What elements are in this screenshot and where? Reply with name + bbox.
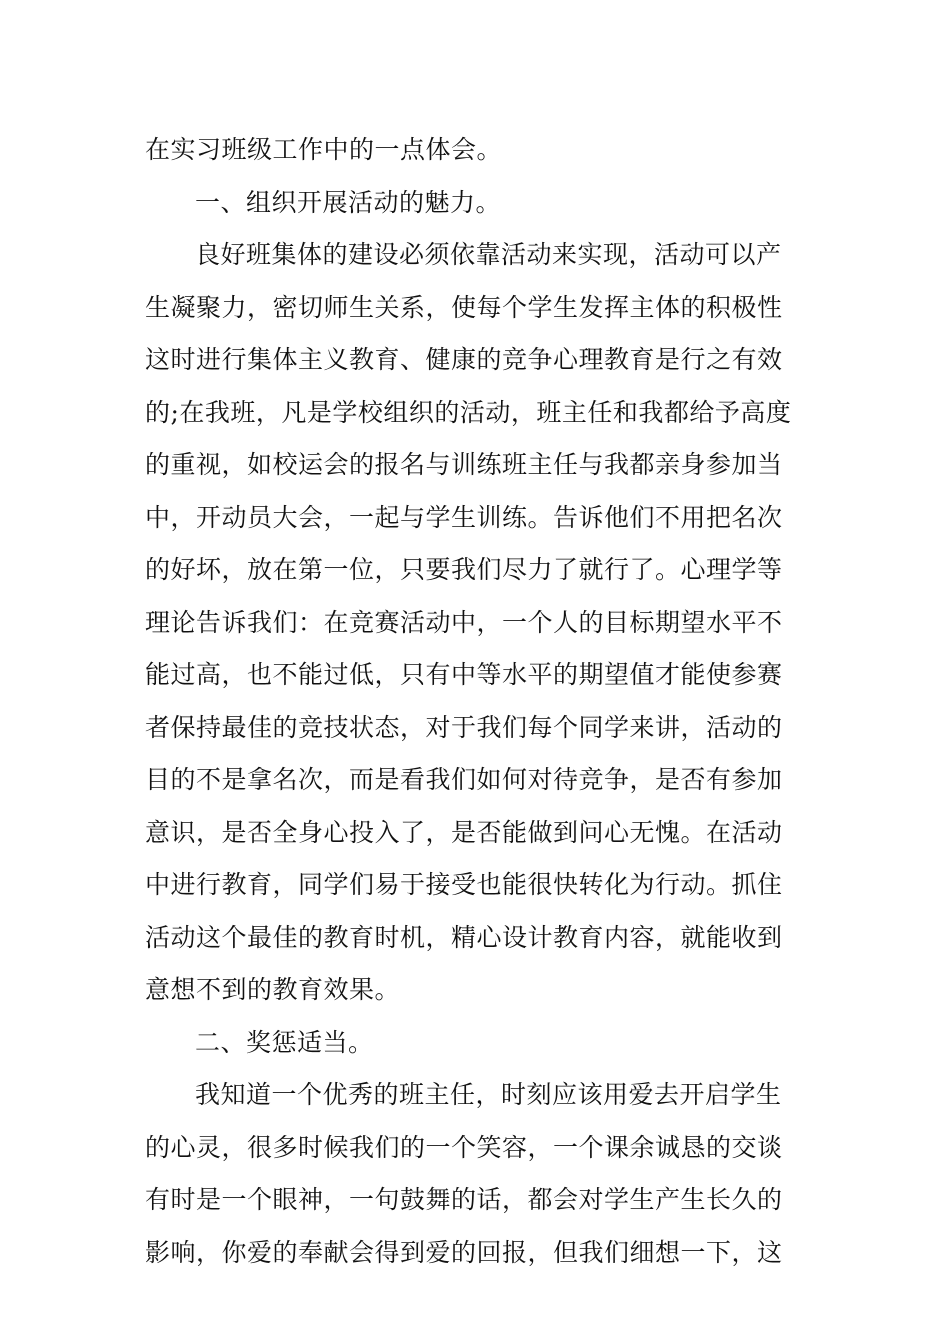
paragraph-line: 意识，是否全身心投入了，是否能做到问心无愧。在活动: [145, 817, 783, 847]
paragraph-line: 活动这个最佳的教育时机，精心设计教育内容，就能收到: [145, 922, 783, 952]
paragraph-line: 者保持最佳的竞技状态，对于我们每个同学来讲，活动的: [145, 712, 783, 742]
paragraph-line: 这时进行集体主义教育、健康的竞争心理教育是行之有效: [145, 345, 783, 374]
paragraph-line: 良好班集体的建设必须依靠活动来实现，活动可以产: [195, 240, 782, 269]
paragraph-line: 理论告诉我们：在竞赛活动中，一个人的目标期望水平不: [145, 607, 783, 637]
paragraph-line: 中进行教育，同学们易于接受也能很快转化为行动。抓住: [145, 870, 783, 899]
paragraph-line: 的重视，如校运会的报名与训练班主任与我都亲身参加当: [145, 450, 783, 479]
paragraph-line: 的好坏，放在第一位，只要我们尽力了就行了。心理学等: [145, 555, 783, 584]
paragraph-line: 的心灵，很多时候我们的一个笑容，一个课余诚恳的交谈: [145, 1132, 783, 1162]
section-heading-1: 一、组织开展活动的魅力。: [195, 187, 502, 217]
section-heading-2: 二、奖惩适当。: [195, 1027, 374, 1057]
paragraph-line: 有时是一个眼神，一句鼓舞的话，都会对学生产生长久的: [145, 1185, 783, 1214]
paragraph-line: 我知道一个优秀的班主任，时刻应该用爱去开启学生: [195, 1080, 782, 1109]
document-body: [145, 124, 810, 1279]
paragraph-line-continuation: 在实习班级工作中的一点体会。: [145, 135, 503, 164]
paragraph-line: 的;在我班，凡是学校组织的活动，班主任和我都给予高度: [145, 397, 792, 427]
paragraph-line: 能过高，也不能过低，只有中等水平的期望值才能使参赛: [145, 660, 783, 689]
paragraph-line: 目的不是拿名次，而是看我们如何对待竞争，是否有参加: [145, 765, 783, 794]
paragraph-line: 意想不到的教育效果。: [145, 975, 401, 1004]
paragraph-line: 中，开动员大会，一起与学生训练。告诉他们不用把名次: [145, 502, 783, 532]
paragraph-line: 影响，你爱的奉献会得到爱的回报，但我们细想一下，这: [145, 1237, 783, 1267]
paragraph-line: 生凝聚力，密切师生关系，使每个学生发挥主体的积极性: [145, 292, 783, 322]
